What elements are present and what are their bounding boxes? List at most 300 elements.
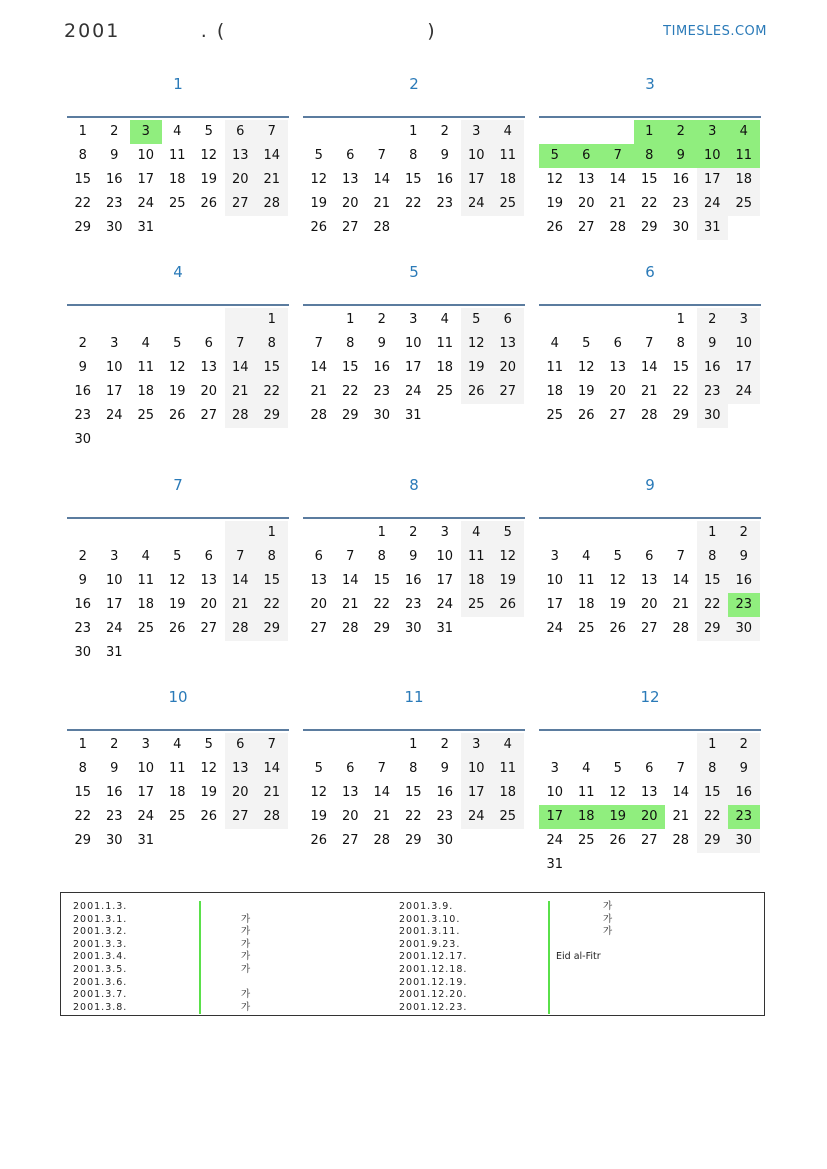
day-cell: 26 bbox=[200, 809, 218, 824]
day-cell: 12 bbox=[168, 360, 186, 375]
day-cell: 7 bbox=[676, 761, 685, 776]
empty-day-cell bbox=[602, 733, 634, 757]
empty-day-cell bbox=[539, 120, 571, 144]
day-cell: 21 bbox=[225, 593, 257, 617]
day-cell: 27 bbox=[200, 621, 218, 636]
day-cell: 4 bbox=[492, 733, 524, 757]
day-cell: 15 bbox=[341, 360, 359, 375]
day-cell: 28 bbox=[640, 408, 658, 423]
empty-day-cell bbox=[130, 308, 162, 332]
month-7 bbox=[67, 473, 289, 665]
day-cell: 11 bbox=[461, 545, 493, 569]
holiday-date: 2001.3.7. bbox=[73, 989, 128, 1001]
day-cell: 6 bbox=[204, 336, 213, 351]
day-cell: 2 bbox=[78, 336, 87, 351]
day-grid bbox=[539, 306, 761, 428]
day-cell: 17 bbox=[404, 360, 422, 375]
day-cell: 26 bbox=[577, 408, 595, 423]
empty-day-cell bbox=[303, 120, 335, 144]
day-cell: 29 bbox=[697, 829, 729, 853]
empty-day-cell bbox=[665, 733, 697, 757]
empty-day-cell bbox=[634, 308, 666, 332]
day-cell: 20 bbox=[577, 196, 595, 211]
day-cell: 28 bbox=[256, 192, 288, 216]
day-grid bbox=[67, 731, 289, 853]
day-cell: 12 bbox=[200, 761, 218, 776]
day-cell: 6 bbox=[346, 148, 355, 163]
day-cell: 2 bbox=[377, 312, 386, 327]
day-cell: 6 bbox=[645, 549, 654, 564]
month-5 bbox=[303, 260, 525, 428]
empty-day-cell bbox=[225, 308, 257, 332]
day-cell: 27 bbox=[310, 621, 328, 636]
day-cell: 2 bbox=[110, 124, 119, 139]
empty-day-cell bbox=[602, 308, 634, 332]
day-cell: 11 bbox=[577, 785, 595, 800]
day-cell: 2 bbox=[78, 549, 87, 564]
holiday-row bbox=[399, 926, 729, 939]
holiday-name: 가 bbox=[241, 1001, 251, 1013]
holiday-day-cell: 3 bbox=[130, 120, 162, 144]
day-cell: 28 bbox=[672, 621, 690, 636]
day-cell: 17 bbox=[461, 781, 493, 805]
day-cell: 16 bbox=[697, 356, 729, 380]
day-cell: 3 bbox=[409, 312, 418, 327]
day-cell: 5 bbox=[173, 336, 182, 351]
day-cell: 29 bbox=[672, 408, 690, 423]
day-grid bbox=[303, 306, 525, 428]
day-cell: 29 bbox=[341, 408, 359, 423]
day-cell: 29 bbox=[404, 833, 422, 848]
holiday-date: 2001.1.3. bbox=[73, 901, 128, 912]
day-cell: 1 bbox=[256, 308, 288, 332]
day-cell: 20 bbox=[200, 384, 218, 399]
day-cell: 24 bbox=[105, 408, 123, 423]
day-cell: 6 bbox=[204, 549, 213, 564]
day-cell: 6 bbox=[613, 336, 622, 351]
day-cell: 26 bbox=[200, 196, 218, 211]
month-label: 6 bbox=[645, 263, 655, 281]
day-cell: 19 bbox=[200, 785, 218, 800]
day-cell: 27 bbox=[341, 833, 359, 848]
holiday-marker bbox=[548, 951, 550, 964]
month-9 bbox=[539, 473, 761, 641]
holiday-name: 가 bbox=[241, 926, 251, 938]
day-grid bbox=[67, 306, 289, 452]
day-cell: 28 bbox=[225, 617, 257, 641]
holiday-marker bbox=[199, 914, 201, 927]
day-cell: 21 bbox=[341, 597, 359, 612]
day-cell: 28 bbox=[609, 220, 627, 235]
day-cell: 19 bbox=[310, 809, 328, 824]
holiday-marker bbox=[548, 1002, 550, 1015]
day-cell: 28 bbox=[672, 833, 690, 848]
month-label: 7 bbox=[173, 476, 183, 494]
day-cell: 22 bbox=[640, 196, 658, 211]
holiday-row bbox=[399, 939, 729, 952]
day-cell: 31 bbox=[137, 833, 155, 848]
month-2 bbox=[303, 72, 525, 240]
day-cell: 7 bbox=[256, 733, 288, 757]
day-cell: 27 bbox=[640, 621, 658, 636]
holiday-row bbox=[399, 964, 729, 977]
holiday-row bbox=[73, 1002, 403, 1015]
day-cell: 26 bbox=[546, 220, 564, 235]
day-grid bbox=[303, 731, 525, 853]
day-cell: 6 bbox=[492, 308, 524, 332]
holiday-row bbox=[399, 901, 729, 914]
day-cell: 1 bbox=[377, 525, 386, 540]
holiday-date: 2001.3.1. bbox=[73, 913, 128, 925]
day-cell: 11 bbox=[137, 573, 155, 588]
day-cell: 15 bbox=[74, 785, 92, 800]
month-label: 8 bbox=[409, 476, 419, 494]
day-cell: 8 bbox=[377, 549, 386, 564]
day-cell: 31 bbox=[404, 408, 422, 423]
day-cell: 4 bbox=[173, 737, 182, 752]
day-cell: 18 bbox=[168, 785, 186, 800]
day-cell: 9 bbox=[110, 761, 119, 776]
empty-day-cell bbox=[335, 521, 367, 545]
day-cell: 23 bbox=[105, 196, 123, 211]
day-cell: 6 bbox=[314, 549, 323, 564]
day-cell: 28 bbox=[256, 805, 288, 829]
holiday-row bbox=[399, 1002, 729, 1015]
day-cell: 18 bbox=[137, 384, 155, 399]
day-cell: 3 bbox=[110, 549, 119, 564]
month-4 bbox=[67, 260, 289, 452]
day-cell: 5 bbox=[204, 124, 213, 139]
day-cell: 7 bbox=[645, 336, 654, 351]
day-cell: 10 bbox=[728, 332, 760, 356]
day-cell: 20 bbox=[341, 809, 359, 824]
day-cell: 4 bbox=[440, 312, 449, 327]
day-cell: 5 bbox=[314, 148, 323, 163]
day-cell: 30 bbox=[697, 404, 729, 428]
empty-day-cell bbox=[539, 733, 571, 757]
month-6 bbox=[539, 260, 761, 428]
day-cell: 5 bbox=[314, 761, 323, 776]
day-cell: 20 bbox=[200, 597, 218, 612]
holiday-date: 2001.12.19. bbox=[399, 976, 468, 988]
day-cell: 30 bbox=[373, 408, 391, 423]
day-cell: 22 bbox=[74, 809, 92, 824]
day-cell: 8 bbox=[256, 332, 288, 356]
day-cell: 19 bbox=[609, 597, 627, 612]
holiday-day-cell: 11 bbox=[728, 144, 760, 168]
day-cell: 31 bbox=[436, 621, 454, 636]
day-cell: 29 bbox=[256, 404, 288, 428]
day-cell: 18 bbox=[577, 597, 595, 612]
day-cell: 22 bbox=[697, 805, 729, 829]
holiday-day-cell: 10 bbox=[697, 144, 729, 168]
day-cell: 16 bbox=[74, 597, 92, 612]
day-cell: 9 bbox=[377, 336, 386, 351]
day-cell: 8 bbox=[697, 757, 729, 781]
day-cell: 14 bbox=[373, 785, 391, 800]
day-cell: 20 bbox=[225, 781, 257, 805]
day-grid bbox=[539, 118, 761, 240]
day-cell: 1 bbox=[78, 124, 87, 139]
day-cell: 9 bbox=[78, 573, 87, 588]
day-cell: 11 bbox=[137, 360, 155, 375]
day-cell: 17 bbox=[137, 172, 155, 187]
day-cell: 13 bbox=[341, 172, 359, 187]
day-cell: 12 bbox=[609, 573, 627, 588]
holiday-marker bbox=[199, 964, 201, 977]
day-cell: 3 bbox=[110, 336, 119, 351]
empty-day-cell bbox=[193, 521, 225, 545]
day-cell: 5 bbox=[492, 521, 524, 545]
empty-day-cell bbox=[130, 521, 162, 545]
day-cell: 14 bbox=[310, 360, 328, 375]
day-cell: 4 bbox=[550, 336, 559, 351]
day-cell: 20 bbox=[341, 196, 359, 211]
day-cell: 17 bbox=[105, 597, 123, 612]
day-cell: 9 bbox=[110, 148, 119, 163]
day-cell: 25 bbox=[546, 408, 564, 423]
day-cell: 31 bbox=[546, 857, 564, 872]
day-cell: 23 bbox=[373, 384, 391, 399]
day-cell: 10 bbox=[436, 549, 454, 564]
day-grid bbox=[67, 118, 289, 240]
day-cell: 22 bbox=[74, 196, 92, 211]
day-cell: 27 bbox=[492, 380, 524, 404]
day-cell: 3 bbox=[550, 761, 559, 776]
holiday-name: 가 bbox=[603, 926, 613, 938]
day-cell: 24 bbox=[461, 805, 493, 829]
day-cell: 7 bbox=[346, 549, 355, 564]
day-cell: 24 bbox=[137, 196, 155, 211]
holiday-date: 2001.3.11. bbox=[399, 926, 461, 938]
month-10 bbox=[67, 685, 289, 853]
day-cell: 24 bbox=[461, 192, 493, 216]
day-cell: 21 bbox=[609, 196, 627, 211]
holiday-row bbox=[399, 914, 729, 927]
empty-day-cell bbox=[602, 120, 634, 144]
day-cell: 26 bbox=[461, 380, 493, 404]
day-cell: 18 bbox=[436, 360, 454, 375]
holiday-date: 2001.12.18. bbox=[399, 963, 468, 975]
day-cell: 30 bbox=[105, 833, 123, 848]
holiday-date: 2001.9.23. bbox=[399, 938, 461, 950]
day-cell: 15 bbox=[256, 569, 288, 593]
day-cell: 9 bbox=[409, 549, 418, 564]
day-cell: 24 bbox=[728, 380, 760, 404]
day-cell: 25 bbox=[492, 192, 524, 216]
day-cell: 13 bbox=[577, 172, 595, 187]
day-cell: 27 bbox=[200, 408, 218, 423]
empty-day-cell bbox=[571, 733, 603, 757]
holiday-day-cell: 6 bbox=[571, 144, 603, 168]
day-cell: 30 bbox=[74, 432, 92, 447]
day-cell: 17 bbox=[137, 785, 155, 800]
day-cell: 26 bbox=[168, 408, 186, 423]
day-cell: 3 bbox=[141, 737, 150, 752]
day-cell: 6 bbox=[225, 120, 257, 144]
holiday-marker bbox=[548, 901, 550, 914]
day-cell: 11 bbox=[168, 148, 186, 163]
day-cell: 4 bbox=[492, 120, 524, 144]
holiday-marker bbox=[199, 977, 201, 990]
day-cell: 13 bbox=[341, 785, 359, 800]
day-cell: 27 bbox=[640, 833, 658, 848]
day-cell: 19 bbox=[200, 172, 218, 187]
day-cell: 1 bbox=[78, 737, 87, 752]
holiday-row bbox=[73, 964, 403, 977]
day-cell: 22 bbox=[672, 384, 690, 399]
day-cell: 15 bbox=[373, 573, 391, 588]
holiday-marker bbox=[548, 989, 550, 1002]
day-cell: 22 bbox=[404, 809, 422, 824]
empty-day-cell bbox=[634, 521, 666, 545]
day-cell: 3 bbox=[461, 733, 493, 757]
day-grid bbox=[303, 118, 525, 240]
day-cell: 1 bbox=[409, 124, 418, 139]
day-cell: 11 bbox=[436, 336, 454, 351]
day-cell: 16 bbox=[105, 785, 123, 800]
month-3 bbox=[539, 72, 761, 240]
day-cell: 25 bbox=[461, 593, 493, 617]
holiday-name: 가 bbox=[241, 963, 251, 975]
day-cell: 7 bbox=[676, 549, 685, 564]
holiday-day-cell: 2 bbox=[665, 120, 697, 144]
month-label: 1 bbox=[173, 75, 183, 93]
day-cell: 18 bbox=[546, 384, 564, 399]
day-cell: 31 bbox=[137, 220, 155, 235]
day-cell: 25 bbox=[137, 621, 155, 636]
day-cell: 17 bbox=[105, 384, 123, 399]
holiday-date: 2001.3.2. bbox=[73, 926, 128, 938]
day-cell: 19 bbox=[577, 384, 595, 399]
day-cell: 17 bbox=[728, 356, 760, 380]
day-cell: 12 bbox=[577, 360, 595, 375]
month-12 bbox=[539, 685, 761, 877]
day-cell: 30 bbox=[672, 220, 690, 235]
day-cell: 19 bbox=[546, 196, 564, 211]
holiday-day-cell: 20 bbox=[634, 805, 666, 829]
month-label: 11 bbox=[404, 688, 424, 706]
day-cell: 2 bbox=[440, 124, 449, 139]
day-cell: 29 bbox=[640, 220, 658, 235]
holiday-row bbox=[73, 951, 403, 964]
month-label: 4 bbox=[173, 263, 183, 281]
day-cell: 22 bbox=[256, 593, 288, 617]
day-grid bbox=[539, 519, 761, 641]
day-cell: 9 bbox=[697, 332, 729, 356]
holiday-row bbox=[73, 926, 403, 939]
holiday-marker bbox=[199, 939, 201, 952]
day-cell: 19 bbox=[168, 384, 186, 399]
day-cell: 5 bbox=[582, 336, 591, 351]
day-cell: 10 bbox=[546, 573, 564, 588]
holiday-column bbox=[399, 901, 729, 1014]
day-cell: 13 bbox=[492, 332, 524, 356]
day-cell: 9 bbox=[728, 545, 760, 569]
day-cell: 9 bbox=[78, 360, 87, 375]
empty-day-cell bbox=[162, 521, 194, 545]
day-cell: 16 bbox=[74, 384, 92, 399]
day-cell: 19 bbox=[492, 569, 524, 593]
day-cell: 16 bbox=[436, 785, 454, 800]
holiday-name: 가 bbox=[241, 989, 251, 1001]
day-cell: 14 bbox=[640, 360, 658, 375]
day-cell: 2 bbox=[440, 737, 449, 752]
month-label: 5 bbox=[409, 263, 419, 281]
day-cell: 19 bbox=[310, 196, 328, 211]
month-label: 2 bbox=[409, 75, 419, 93]
day-cell: 29 bbox=[74, 220, 92, 235]
holiday-day-cell: 18 bbox=[571, 805, 603, 829]
holiday-marker bbox=[199, 926, 201, 939]
empty-day-cell bbox=[366, 733, 398, 757]
day-cell: 30 bbox=[105, 220, 123, 235]
day-cell: 4 bbox=[141, 336, 150, 351]
holiday-day-cell: 9 bbox=[665, 144, 697, 168]
day-cell: 14 bbox=[225, 569, 257, 593]
day-cell: 18 bbox=[492, 168, 524, 192]
holiday-list bbox=[60, 892, 765, 1016]
day-cell: 16 bbox=[436, 172, 454, 187]
holiday-day-cell: 17 bbox=[539, 805, 571, 829]
holiday-day-cell: 4 bbox=[728, 120, 760, 144]
empty-day-cell bbox=[303, 521, 335, 545]
day-cell: 15 bbox=[672, 360, 690, 375]
day-cell: 9 bbox=[440, 148, 449, 163]
day-cell: 7 bbox=[225, 545, 257, 569]
holiday-date: 2001.3.9. bbox=[399, 901, 454, 912]
day-cell: 7 bbox=[377, 148, 386, 163]
day-cell: 24 bbox=[105, 621, 123, 636]
holiday-date: 2001.12.20. bbox=[399, 989, 468, 1001]
day-cell: 23 bbox=[697, 380, 729, 404]
day-cell: 21 bbox=[640, 384, 658, 399]
day-cell: 30 bbox=[404, 621, 422, 636]
holiday-date: 2001.3.6. bbox=[73, 976, 128, 988]
holiday-name: 가 bbox=[603, 901, 613, 912]
day-cell: 25 bbox=[728, 192, 760, 216]
empty-day-cell bbox=[539, 308, 571, 332]
empty-day-cell bbox=[571, 521, 603, 545]
day-cell: 14 bbox=[609, 172, 627, 187]
day-cell: 8 bbox=[256, 545, 288, 569]
day-cell: 12 bbox=[492, 545, 524, 569]
holiday-date: 2001.3.5. bbox=[73, 963, 128, 975]
day-cell: 4 bbox=[173, 124, 182, 139]
holiday-day-cell: 5 bbox=[539, 144, 571, 168]
day-cell: 10 bbox=[461, 757, 493, 781]
day-cell: 11 bbox=[168, 761, 186, 776]
day-cell: 20 bbox=[609, 384, 627, 399]
day-cell: 5 bbox=[204, 737, 213, 752]
holiday-date: 2001.3.8. bbox=[73, 1001, 128, 1013]
month-1 bbox=[67, 72, 289, 240]
day-cell: 16 bbox=[105, 172, 123, 187]
day-cell: 24 bbox=[546, 833, 564, 848]
holiday-date: 2001.3.10. bbox=[399, 913, 461, 925]
empty-day-cell bbox=[303, 308, 335, 332]
holiday-row bbox=[399, 951, 729, 964]
month-label: 12 bbox=[640, 688, 660, 706]
site-logo[interactable]: TIMESLES.COM bbox=[663, 24, 767, 39]
empty-day-cell bbox=[303, 733, 335, 757]
day-cell: 31 bbox=[105, 645, 123, 660]
day-cell: 14 bbox=[373, 172, 391, 187]
holiday-marker bbox=[548, 964, 550, 977]
holiday-date: 2001.12.23. bbox=[399, 1001, 468, 1013]
day-cell: 21 bbox=[225, 380, 257, 404]
day-cell: 5 bbox=[613, 549, 622, 564]
